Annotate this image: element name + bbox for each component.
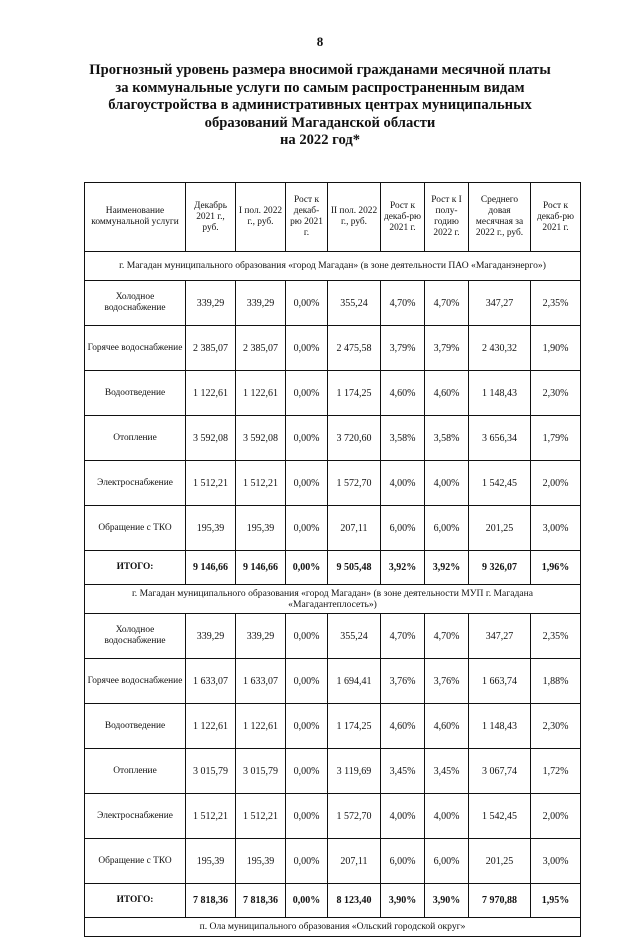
table-row bbox=[85, 704, 581, 749]
total-value-cell: 1,96% bbox=[531, 551, 581, 585]
value-cell: 2 430,32 bbox=[469, 326, 531, 371]
value-cell: 1 663,74 bbox=[469, 659, 531, 704]
title-line: за коммунальные услуги по самым распространенным видам bbox=[115, 79, 525, 96]
value-cell: 1 512,21 bbox=[186, 794, 236, 839]
value-cell: 6,00% bbox=[425, 839, 469, 884]
header-growth-h2-dec: Рост к декаб-рю 2021 г. bbox=[381, 183, 425, 252]
section-label: п. Ола муниципального образования «Ольский городской округ» bbox=[85, 918, 581, 937]
value-cell: 4,60% bbox=[381, 704, 425, 749]
value-cell: 0,00% bbox=[286, 839, 328, 884]
title-line: благоустройства в административных центрах муниципальных bbox=[108, 97, 532, 114]
value-cell: 347,27 bbox=[469, 614, 531, 659]
value-cell: 4,00% bbox=[425, 461, 469, 506]
value-cell: 1 542,45 bbox=[469, 794, 531, 839]
value-cell: 0,00% bbox=[286, 749, 328, 794]
page-number: 8 bbox=[316, 34, 324, 49]
value-cell: 1,90% bbox=[531, 326, 581, 371]
value-cell: 3 720,60 bbox=[328, 416, 381, 461]
table-row bbox=[85, 326, 581, 371]
value-cell: 0,00% bbox=[286, 794, 328, 839]
table-row bbox=[85, 281, 581, 326]
value-cell: 3 067,74 bbox=[469, 749, 531, 794]
service-name-cell: Горячее водоснабжение bbox=[85, 659, 186, 704]
value-cell: 2,30% bbox=[531, 704, 581, 749]
service-name-cell: Отопление bbox=[85, 416, 186, 461]
table-row bbox=[85, 794, 581, 839]
total-row bbox=[85, 884, 581, 918]
value-cell: 355,24 bbox=[328, 281, 381, 326]
value-cell: 4,00% bbox=[381, 794, 425, 839]
value-cell: 339,29 bbox=[186, 281, 236, 326]
value-cell: 339,29 bbox=[236, 614, 286, 659]
section-label: г. Магадан муниципального образования «город Магадан» (в зоне деятельности ПАО «Магаданэнерго») bbox=[85, 252, 581, 281]
value-cell: 1 542,45 bbox=[469, 461, 531, 506]
section-header-row bbox=[85, 918, 581, 937]
total-value-cell: 7 818,36 bbox=[236, 884, 286, 918]
total-label-cell: ИТОГО: bbox=[85, 551, 186, 585]
value-cell: 0,00% bbox=[286, 614, 328, 659]
value-cell: 1 122,61 bbox=[236, 704, 286, 749]
total-value-cell: 0,00% bbox=[286, 884, 328, 918]
value-cell: 0,00% bbox=[286, 704, 328, 749]
value-cell: 207,11 bbox=[328, 839, 381, 884]
value-cell: 0,00% bbox=[286, 281, 328, 326]
value-cell: 1 122,61 bbox=[186, 704, 236, 749]
value-cell: 1 148,43 bbox=[469, 704, 531, 749]
value-cell: 6,00% bbox=[381, 839, 425, 884]
value-cell: 2,30% bbox=[531, 371, 581, 416]
value-cell: 1 512,21 bbox=[236, 461, 286, 506]
value-cell: 2 385,07 bbox=[186, 326, 236, 371]
value-cell: 2,35% bbox=[531, 614, 581, 659]
service-name-cell: Обращение с ТКО bbox=[85, 839, 186, 884]
value-cell: 4,70% bbox=[381, 614, 425, 659]
value-cell: 1 633,07 bbox=[186, 659, 236, 704]
value-cell: 2 475,58 bbox=[328, 326, 381, 371]
header-growth-h1: Рост к декаб-рю 2021 г. bbox=[286, 183, 328, 252]
value-cell: 339,29 bbox=[236, 281, 286, 326]
table-row bbox=[85, 839, 581, 884]
total-value-cell: 9 505,48 bbox=[328, 551, 381, 585]
value-cell: 3 592,08 bbox=[236, 416, 286, 461]
total-value-cell: 3,90% bbox=[381, 884, 425, 918]
value-cell: 195,39 bbox=[186, 839, 236, 884]
value-cell: 3,45% bbox=[425, 749, 469, 794]
service-name-cell: Электроснабжение bbox=[85, 794, 186, 839]
section-header-row bbox=[85, 585, 581, 614]
table-row bbox=[85, 461, 581, 506]
header-avg-2022: Среднего довая месячная за 2022 г., руб. bbox=[469, 183, 531, 252]
total-value-cell: 0,00% bbox=[286, 551, 328, 585]
value-cell: 355,24 bbox=[328, 614, 381, 659]
service-name-cell: Водоотведение bbox=[85, 704, 186, 749]
section-label: г. Магадан муниципального образования «город Магадан» (в зоне деятельности МУП г. Магадана «Магадантеплосеть») bbox=[85, 585, 581, 614]
service-name-cell: Отопление bbox=[85, 749, 186, 794]
value-cell: 195,39 bbox=[186, 506, 236, 551]
value-cell: 4,70% bbox=[425, 614, 469, 659]
value-cell: 4,00% bbox=[425, 794, 469, 839]
total-value-cell: 9 146,66 bbox=[186, 551, 236, 585]
value-cell: 3,79% bbox=[381, 326, 425, 371]
section-header-row bbox=[85, 252, 581, 281]
total-value-cell: 3,92% bbox=[425, 551, 469, 585]
value-cell: 3 656,34 bbox=[469, 416, 531, 461]
value-cell: 3,00% bbox=[531, 506, 581, 551]
total-value-cell: 8 123,40 bbox=[328, 884, 381, 918]
value-cell: 0,00% bbox=[286, 461, 328, 506]
value-cell: 6,00% bbox=[381, 506, 425, 551]
value-cell: 1,88% bbox=[531, 659, 581, 704]
value-cell: 3,45% bbox=[381, 749, 425, 794]
header-dec-2021: Декабрь 2021 г., руб. bbox=[186, 183, 236, 252]
value-cell: 2,00% bbox=[531, 461, 581, 506]
header-service: Наименование коммунальной услуги bbox=[85, 183, 186, 252]
total-value-cell: 3,90% bbox=[425, 884, 469, 918]
value-cell: 0,00% bbox=[286, 416, 328, 461]
total-row bbox=[85, 551, 581, 585]
title-line: образований Магаданской области bbox=[204, 114, 436, 131]
value-cell: 2,35% bbox=[531, 281, 581, 326]
header-h1-2022: I пол. 2022 г., руб. bbox=[236, 183, 286, 252]
value-cell: 0,00% bbox=[286, 326, 328, 371]
total-value-cell: 9 326,07 bbox=[469, 551, 531, 585]
service-name-cell: Обращение с ТКО bbox=[85, 506, 186, 551]
value-cell: 1 122,61 bbox=[186, 371, 236, 416]
value-cell: 201,25 bbox=[469, 506, 531, 551]
value-cell: 4,60% bbox=[425, 704, 469, 749]
table-body bbox=[85, 252, 581, 937]
value-cell: 195,39 bbox=[236, 839, 286, 884]
value-cell: 2 385,07 bbox=[236, 326, 286, 371]
value-cell: 6,00% bbox=[425, 506, 469, 551]
service-name-cell: Водоотведение bbox=[85, 371, 186, 416]
title-line: на 2022 год* bbox=[279, 132, 360, 149]
value-cell: 4,00% bbox=[381, 461, 425, 506]
value-cell: 195,39 bbox=[236, 506, 286, 551]
value-cell: 1 694,41 bbox=[328, 659, 381, 704]
total-value-cell: 3,92% bbox=[381, 551, 425, 585]
value-cell: 4,70% bbox=[381, 281, 425, 326]
value-cell: 3,58% bbox=[381, 416, 425, 461]
value-cell: 3,79% bbox=[425, 326, 469, 371]
table-row bbox=[85, 371, 581, 416]
value-cell: 1 572,70 bbox=[328, 794, 381, 839]
total-label-cell: ИТОГО: bbox=[85, 884, 186, 918]
table-header-row bbox=[85, 183, 581, 252]
tariff-table bbox=[84, 182, 581, 937]
value-cell: 347,27 bbox=[469, 281, 531, 326]
value-cell: 3 592,08 bbox=[186, 416, 236, 461]
table-row bbox=[85, 416, 581, 461]
total-value-cell: 1,95% bbox=[531, 884, 581, 918]
service-name-cell: Горячее водоснабжение bbox=[85, 326, 186, 371]
total-value-cell: 9 146,66 bbox=[236, 551, 286, 585]
value-cell: 1,79% bbox=[531, 416, 581, 461]
value-cell: 1 512,21 bbox=[186, 461, 236, 506]
value-cell: 4,70% bbox=[425, 281, 469, 326]
value-cell: 3,58% bbox=[425, 416, 469, 461]
value-cell: 1 174,25 bbox=[328, 371, 381, 416]
value-cell: 1 148,43 bbox=[469, 371, 531, 416]
header-h2-2022: II пол. 2022 г., руб. bbox=[328, 183, 381, 252]
value-cell: 207,11 bbox=[328, 506, 381, 551]
value-cell: 3,00% bbox=[531, 839, 581, 884]
value-cell: 0,00% bbox=[286, 506, 328, 551]
service-name-cell: Холодное водоснабжение bbox=[85, 281, 186, 326]
value-cell: 0,00% bbox=[286, 659, 328, 704]
value-cell: 2,00% bbox=[531, 794, 581, 839]
table-row bbox=[85, 614, 581, 659]
value-cell: 201,25 bbox=[469, 839, 531, 884]
value-cell: 3,76% bbox=[381, 659, 425, 704]
table-row bbox=[85, 506, 581, 551]
value-cell: 1 512,21 bbox=[236, 794, 286, 839]
title-line: Прогнозный уровень размера вносимой гражданами месячной платы bbox=[89, 62, 551, 78]
value-cell: 3 119,69 bbox=[328, 749, 381, 794]
service-name-cell: Холодное водоснабжение bbox=[85, 614, 186, 659]
service-name-cell: Электроснабжение bbox=[85, 461, 186, 506]
header-growth-avg: Рост к декаб-рю 2021 г. bbox=[531, 183, 581, 252]
value-cell: 1 122,61 bbox=[236, 371, 286, 416]
value-cell: 3,76% bbox=[425, 659, 469, 704]
value-cell: 3 015,79 bbox=[236, 749, 286, 794]
value-cell: 0,00% bbox=[286, 371, 328, 416]
value-cell: 1,72% bbox=[531, 749, 581, 794]
table-row bbox=[85, 659, 581, 704]
value-cell: 1 174,25 bbox=[328, 704, 381, 749]
value-cell: 4,60% bbox=[381, 371, 425, 416]
header-growth-h2-h1: Рост к I полу-годию 2022 г. bbox=[425, 183, 469, 252]
total-value-cell: 7 818,36 bbox=[186, 884, 236, 918]
table-row bbox=[85, 749, 581, 794]
document-title bbox=[70, 62, 570, 150]
value-cell: 4,60% bbox=[425, 371, 469, 416]
value-cell: 3 015,79 bbox=[186, 749, 236, 794]
total-value-cell: 7 970,88 bbox=[469, 884, 531, 918]
value-cell: 1 572,70 bbox=[328, 461, 381, 506]
value-cell: 1 633,07 bbox=[236, 659, 286, 704]
value-cell: 339,29 bbox=[186, 614, 236, 659]
